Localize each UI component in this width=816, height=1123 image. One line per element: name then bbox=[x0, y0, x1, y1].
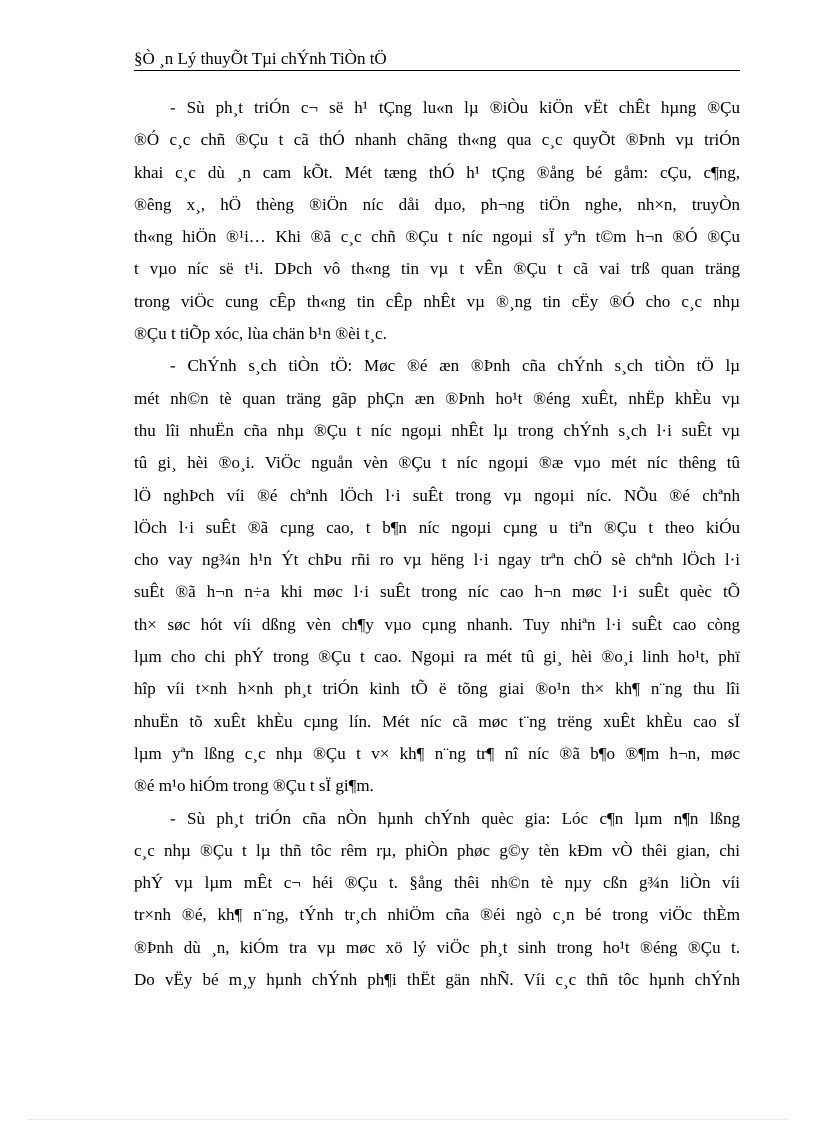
text-line: cho vay ng¾n h¹n Ýt chÞu rñi ro vµ hëng l·i ngay trªn chÖ sè chªnh lÖch l·i bbox=[134, 550, 740, 570]
text-line: thu lîi nhuËn cña nhµ ®Çu t níc ngoµi nhÊt lµ trong chÝnh s¸ch l·i suÊt vµ bbox=[134, 420, 740, 440]
text-line: khai c¸c dù ¸n cam kÕt. Mét tæng thÓ h¹ tÇng ®ång bé gåm: cÇu, c¶ng, bbox=[134, 162, 740, 182]
text-line: nhuËn tõ xuÊt khÈu cµng lín. Mét níc cã møc t¨ng trëng xuÊt khÈu cao sÏ bbox=[134, 711, 740, 731]
paragraph-infrastructure bbox=[134, 92, 740, 350]
text-line: lµm cho chi phÝ trong ®Çu t cao. Ngoµi ra mét tû gi¸ hèi ®o¸i linh ho¹t, phï bbox=[134, 647, 740, 667]
text-line: hîp víi t×nh h×nh ph¸t triÓn kinh tÕ ë tõng giai ®o¹n th× kh¶ n¨ng thu lîi bbox=[134, 679, 740, 699]
paragraph-monetary-policy bbox=[134, 350, 740, 802]
text-line: lµm yªn lßng c¸c nhµ ®Çu t v× kh¶ n¨ng tr¶ nî níc ®ã b¶o ®¶m h¬n, møc bbox=[134, 743, 740, 763]
text-line: t vµo níc së t¹i. DÞch vô th«ng tin vµ t vÊn ®Çu t cã vai trß quan träng bbox=[134, 259, 740, 279]
text-line: th× søc hót víi dßng vèn ch¶y vµo cµng nhanh. Tuy nhiªn l·i suÊt cao còng bbox=[134, 614, 740, 634]
text-line: ®êng x¸, hÖ thèng ®iÖn níc dåi dµo, ph¬ng tiÖn nghe, nh×n, truyÒn bbox=[134, 194, 740, 214]
text-line: lÖ nghÞch víi ®é chªnh lÖch l·i suÊt trong vµ ngoµi níc. NÕu ®é chªnh bbox=[134, 485, 740, 505]
header-divider bbox=[134, 70, 740, 71]
text-line: mét nh©n tè quan träng gãp phÇn æn ®Þnh ho¹t ®éng xuÊt, nhËp khÈu vµ bbox=[134, 388, 740, 408]
text-line: lÖch l·i suÊt ®ã cµng cao, t b¶n níc ngoµi cµng u tiªn ®Çu t theo kiÓu bbox=[134, 517, 740, 537]
text-line: tû gi¸ hèi ®o¸i. ViÖc nguån vèn ®Çu t níc ngoµi ®æ vµo mét níc thêng tû bbox=[134, 453, 740, 473]
text-line: th«ng hiÖn ®¹i… Khi ®ã c¸c chñ ®Çu t níc ngoµi sÏ yªn t©m h¬n ®Ó ®Çu bbox=[134, 227, 740, 247]
text-line: ®Ó c¸c chñ ®Çu t cã thÓ nhanh chãng th«ng qua c¸c quyÕt ®Þnh vµ triÓn bbox=[134, 130, 740, 150]
text-line: c¸c nhµ ®Çu t lµ thñ tôc rêm rµ, phiÒn phøc g©y tèn kÐm vÒ thêi gian, chi bbox=[134, 840, 740, 860]
text-line: - ChÝnh s¸ch tiÒn tÖ: Møc ®é æn ®Þnh cña chÝnh s¸ch tiÒn tÖ lµ bbox=[170, 356, 740, 376]
text-line: ®Þnh dù ¸n, kiÓm tra vµ møc xö lý viÖc ph¸t sinh trong ho¹t ®éng ®Çu t. bbox=[134, 937, 740, 957]
text-line: - Sù ph¸t triÓn c¬ së h¹ tÇng lu«n lµ ®iÒu kiÖn vËt chÊt hµng ®Çu bbox=[170, 98, 740, 117]
text-line: tr×nh ®é, kh¶ n¨ng, tÝnh tr¸ch nhiÖm cña ®éi ngò c¸n bé trong viÖc thÈm bbox=[134, 905, 740, 925]
text-line: ®Çu t tiÕp xóc, lùa chän b¹n ®èi t¸c. bbox=[134, 324, 387, 344]
text-line: phÝ vµ lµm mÊt c¬ héi ®Çu t. §ång thêi nh©n tè nµy cßn g¾n liÒn víi bbox=[134, 873, 740, 893]
text-line: - Sù ph¸t triÓn cña nÒn hµnh chÝnh quèc gia: Lóc c¶n lµm n¶n lßng bbox=[170, 808, 740, 828]
running-header: §Ò ¸n Lý thuyÕt Tµi chÝnh TiÒn tÖ bbox=[134, 49, 387, 68]
text-line: ®é m¹o hiÓm trong ®Çu t sÏ gi¶m. bbox=[134, 776, 374, 796]
document-body bbox=[134, 92, 740, 996]
page-bottom-edge bbox=[28, 1119, 788, 1120]
paragraph-administration bbox=[134, 803, 740, 997]
text-line: Do vËy bé m¸y hµnh chÝnh ph¶i thËt gän nhÑ. Víi c¸c thñ tôc hµnh chÝnh bbox=[134, 970, 740, 990]
text-line: suÊt ®ã h¬n n÷a khi møc l·i suÊt trong níc cao h¬n møc l·i suÊt quèc tÕ bbox=[134, 582, 740, 602]
text-line: trong viÖc cung cÊp th«ng tin cÊp nhÊt vµ ®¸ng tin cËy ®Ó cho c¸c nhµ bbox=[134, 291, 740, 311]
